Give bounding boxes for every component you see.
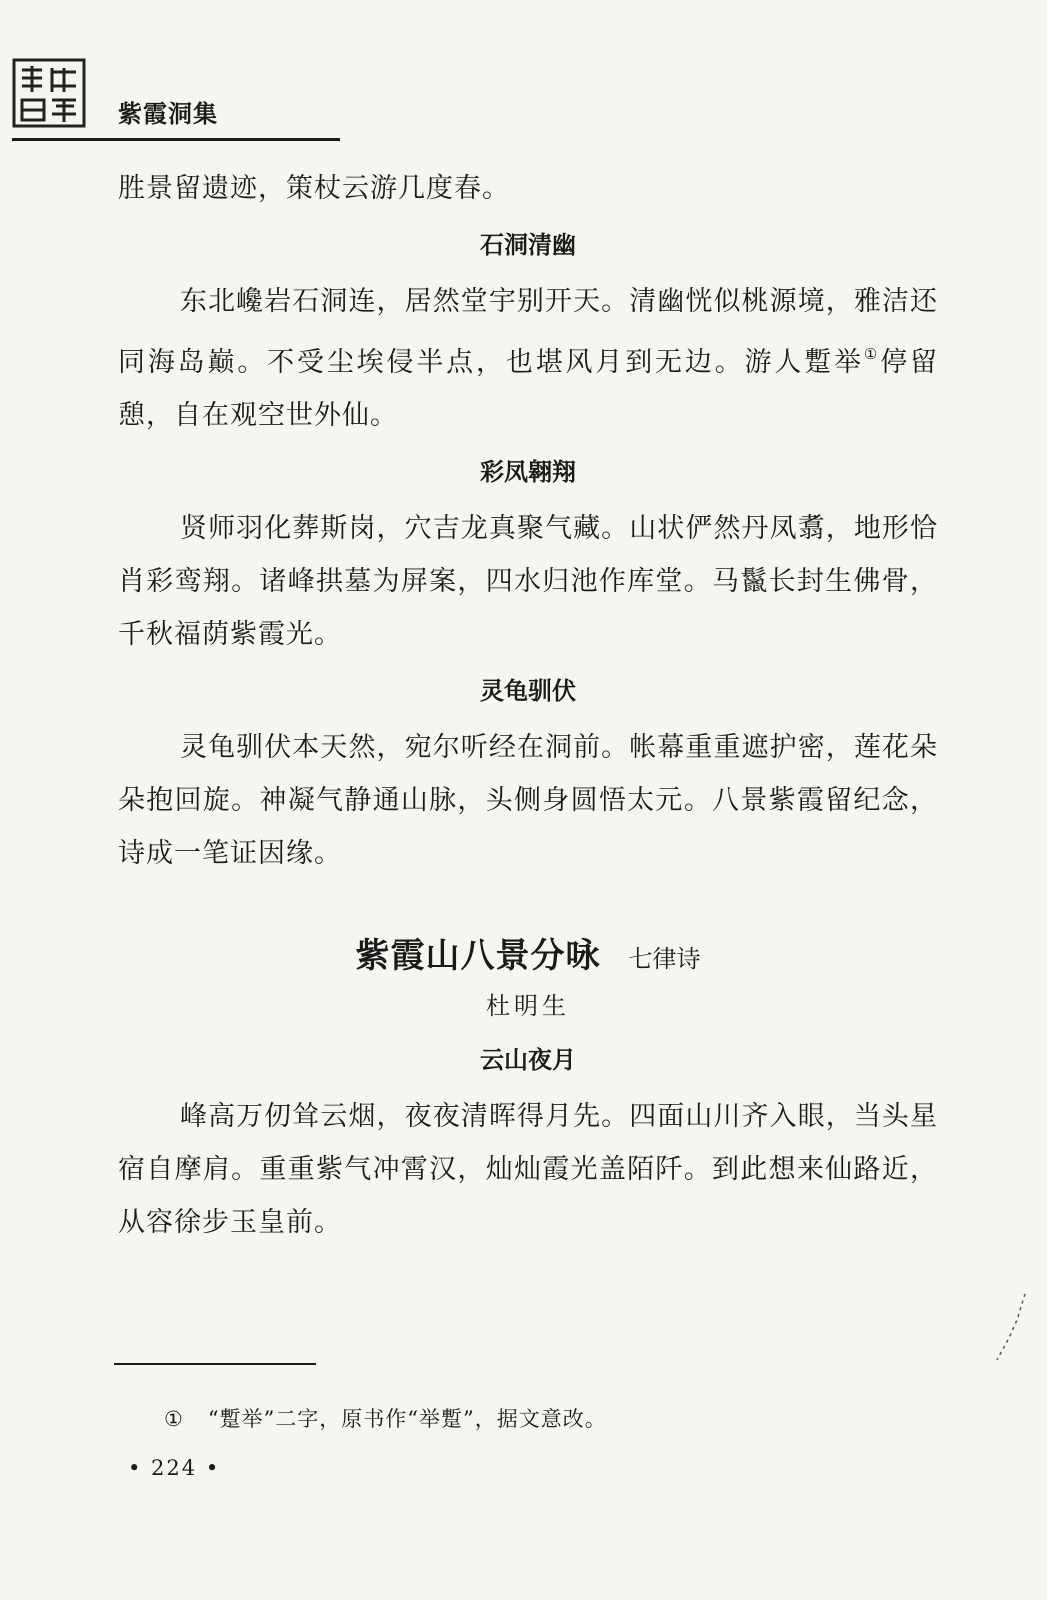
poem-title: 灵龟驯伏	[480, 677, 576, 705]
poem-title: 云山夜月	[480, 1046, 576, 1074]
author-name: 杜明生	[486, 992, 570, 1020]
footnote	[164, 1403, 607, 1433]
header-rule	[12, 138, 340, 141]
section-heading	[118, 928, 938, 984]
page-number: • 224 •	[128, 1456, 221, 1480]
seal-logo	[12, 58, 86, 128]
poem-text: 东北巉岩石洞连，居然堂宇别开天。清幽恍似桃源境，雅洁还同海岛巅。不受尘埃侵半点，也堪风月到无边。游人蹔举①停留憩，自在观空世外仙。	[118, 286, 939, 431]
footnote-rule	[114, 1363, 316, 1365]
section-title: 紫霞山八景分咏	[355, 936, 601, 976]
poem-title: 石洞清幽	[480, 231, 576, 259]
poem-text: 峰高万仞耸云烟，夜夜清晖得月先。四面山川齐入眼，当头星宿自摩肩。重重紫气冲霄汉，灿灿霞光盖陌阡。到此想来仙路近，从容徐步玉皇前。	[118, 1101, 938, 1238]
poem-text: 灵龟驯伏本天然，宛尔听经在洞前。帐幕重重遮护密，莲花朵朵抱回旋。神凝气静通山脉，头侧身圆悟太元。八景紫霞留纪念，诗成一笔证因缘。	[118, 732, 938, 869]
section-subtitle: 七律诗	[628, 945, 701, 973]
opening-line: 胜景留遗迹，策杖云游几度春。	[118, 173, 510, 204]
poem-text: 贤师羽化葬斯岗，穴吉龙真聚气藏。山状俨然丹凤翥，地形恰肖彩鸾翔。诸峰拱墓为屏案，四水归池作库堂。马鬣长封生佛骨，千秋福荫紫霞光。	[118, 513, 938, 650]
poem-title: 彩凤翱翔	[480, 458, 576, 486]
footnote-number: ①	[164, 1407, 184, 1431]
running-title: 紫霞洞集	[118, 100, 218, 128]
footnote-text: “蹔举”二字，原书作“举蹔”，据文意改。	[207, 1407, 607, 1431]
scan-edge-marks	[989, 1290, 1029, 1370]
footnote-mark: ①	[863, 345, 881, 363]
main-text	[118, 162, 938, 1249]
